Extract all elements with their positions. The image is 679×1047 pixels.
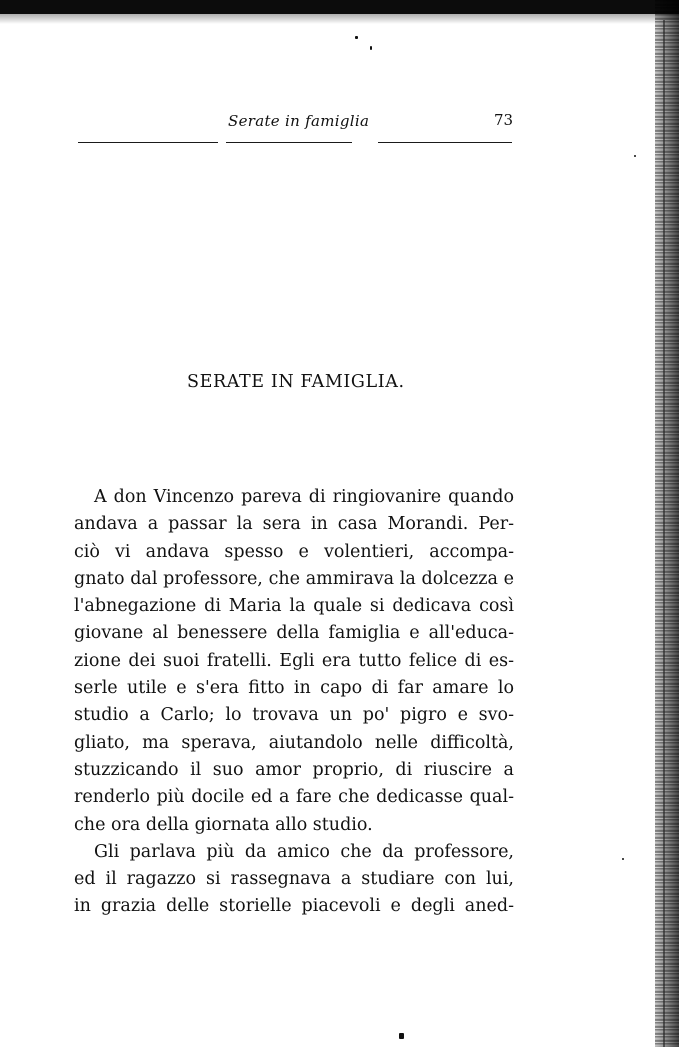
chapter-title: SERATE IN FAMIGLIA.	[187, 372, 405, 392]
text-line: giovane al benessere della famiglia e all'educa-	[74, 623, 514, 644]
text-line: in grazia delle storielle piacevoli e degli aned-	[74, 896, 514, 917]
text-line: studio a Carlo; lo trovava un po' pigro e svo-	[74, 705, 514, 726]
text-line: A don Vincenzo pareva di ringiovanire quando	[94, 487, 514, 507]
page-number: 73	[494, 111, 514, 129]
body-text	[74, 484, 514, 921]
text-line: ed il ragazzo si rassegnava a studiare con lui,	[74, 869, 514, 890]
book-spine-edge	[655, 0, 679, 1047]
text-line: ciò vi andava spesso e volentieri, accompa-	[74, 541, 514, 562]
text-line: Gli parlava più da amico che da professore,	[94, 841, 514, 862]
text-line: stuzzicando il suo amor proprio, di riuscire a	[74, 759, 514, 780]
top-edge-shadow	[0, 0, 679, 14]
text-line: zione dei suoi fratelli. Egli era tutto felice di es-	[74, 650, 514, 671]
text-line: che ora della giornata allo studio.	[74, 814, 373, 835]
text-line: gnato dal professore, che ammirava la dolcezza e	[74, 568, 514, 589]
header-rule-gap	[352, 140, 378, 145]
spine-fold-line	[663, 20, 665, 1047]
text-line: serle utile e s'era fitto in capo di far amare lo	[74, 678, 514, 699]
running-head: Serate in famiglia	[228, 112, 370, 130]
ink-speck	[634, 155, 636, 157]
ink-speck	[622, 858, 624, 860]
ink-speck	[355, 36, 358, 39]
header-rule-gap	[218, 140, 226, 145]
ink-speck	[399, 1033, 404, 1039]
ink-speck	[370, 46, 372, 50]
text-line: gliato, ma sperava, aiutandolo nelle difficoltà,	[74, 732, 514, 753]
top-edge-fade	[0, 14, 679, 24]
text-line: l'abnegazione di Maria la quale si dedicava così	[74, 596, 514, 617]
text-line: andava a passar la sera in casa Morandi. Per-	[74, 514, 514, 535]
header-rule	[78, 142, 512, 143]
text-line: renderlo più docile ed a fare che dedicasse qual-	[74, 787, 514, 808]
